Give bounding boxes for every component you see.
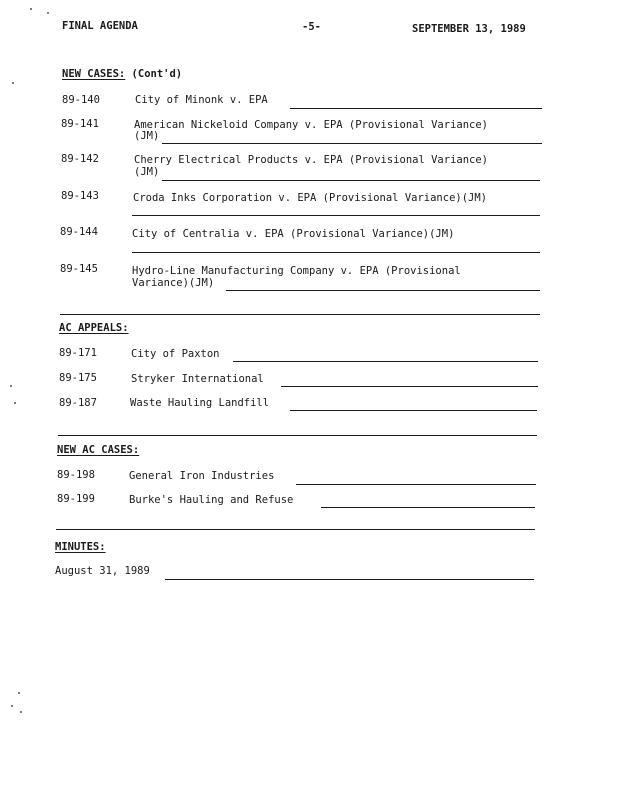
case-number: 89-142 xyxy=(61,153,99,165)
signature-line xyxy=(162,143,542,144)
case-title-continued: (JM) xyxy=(134,166,160,178)
scan-speck xyxy=(47,12,49,14)
case-number: 89-145 xyxy=(60,263,98,275)
signature-line xyxy=(132,252,540,253)
signature-line xyxy=(132,215,540,216)
signature-line xyxy=(290,108,542,109)
section-divider xyxy=(58,435,537,436)
case-number: 89-144 xyxy=(60,226,98,238)
signature-line xyxy=(233,361,538,362)
case-number: 89-187 xyxy=(59,397,97,409)
scan-speck xyxy=(10,385,12,387)
case-title-continued: (JM) xyxy=(134,130,160,142)
new-cases-continued: (Cont'd) xyxy=(131,68,183,80)
signature-line xyxy=(281,386,538,387)
case-number: 89-199 xyxy=(57,493,95,505)
scan-speck xyxy=(18,692,20,694)
case-title: Burke's Hauling and Refuse xyxy=(129,494,294,506)
case-number: 89-143 xyxy=(61,190,99,202)
scan-speck xyxy=(12,82,14,84)
signature-line xyxy=(321,507,535,508)
case-title: City of Paxton xyxy=(131,348,220,360)
new-cases-heading-row xyxy=(62,68,182,80)
header-date: SEPTEMBER 13, 1989 xyxy=(412,23,526,35)
case-title-continued: Variance)(JM) xyxy=(132,277,215,289)
signature-line xyxy=(162,180,540,181)
case-title: Stryker International xyxy=(131,373,264,385)
case-title: Croda Inks Corporation v. EPA (Provisional Variance)(JM) xyxy=(133,192,488,204)
case-number: 89-198 xyxy=(57,469,95,481)
case-title: City of Centralia v. EPA (Provisional Variance)(JM) xyxy=(132,228,455,240)
scan-speck xyxy=(20,711,22,713)
section-divider xyxy=(60,314,540,315)
section-divider xyxy=(56,529,535,530)
case-number: 89-140 xyxy=(62,94,100,106)
signature-line xyxy=(290,410,537,411)
case-number: 89-171 xyxy=(59,347,97,359)
scan-speck xyxy=(14,402,16,404)
case-title: General Iron Industries xyxy=(129,470,275,482)
header-page-number: -5- xyxy=(302,21,321,33)
minutes-date: August 31, 1989 xyxy=(55,565,150,577)
case-title: Hydro-Line Manufacturing Company v. EPA (Provisional xyxy=(132,265,461,277)
case-number: 89-141 xyxy=(61,118,99,130)
case-number: 89-175 xyxy=(59,372,97,384)
scan-speck xyxy=(11,705,13,707)
case-title: Cherry Electrical Products v. EPA (Provisional Variance) xyxy=(134,154,489,166)
signature-line xyxy=(296,484,536,485)
scan-speck xyxy=(30,8,32,10)
header-left: FINAL AGENDA xyxy=(62,20,138,32)
new-ac-cases-heading: NEW AC CASES: xyxy=(57,444,140,456)
case-title: City of Minonk v. EPA xyxy=(135,94,268,106)
ac-appeals-heading: AC APPEALS: xyxy=(59,322,129,334)
new-cases-heading: NEW CASES: xyxy=(62,68,126,80)
signature-line xyxy=(226,290,540,291)
case-title: American Nickeloid Company v. EPA (Provisional Variance) xyxy=(134,119,489,131)
minutes-heading: MINUTES: xyxy=(55,541,106,553)
signature-line xyxy=(165,579,534,580)
case-title: Waste Hauling Landfill xyxy=(130,397,270,409)
